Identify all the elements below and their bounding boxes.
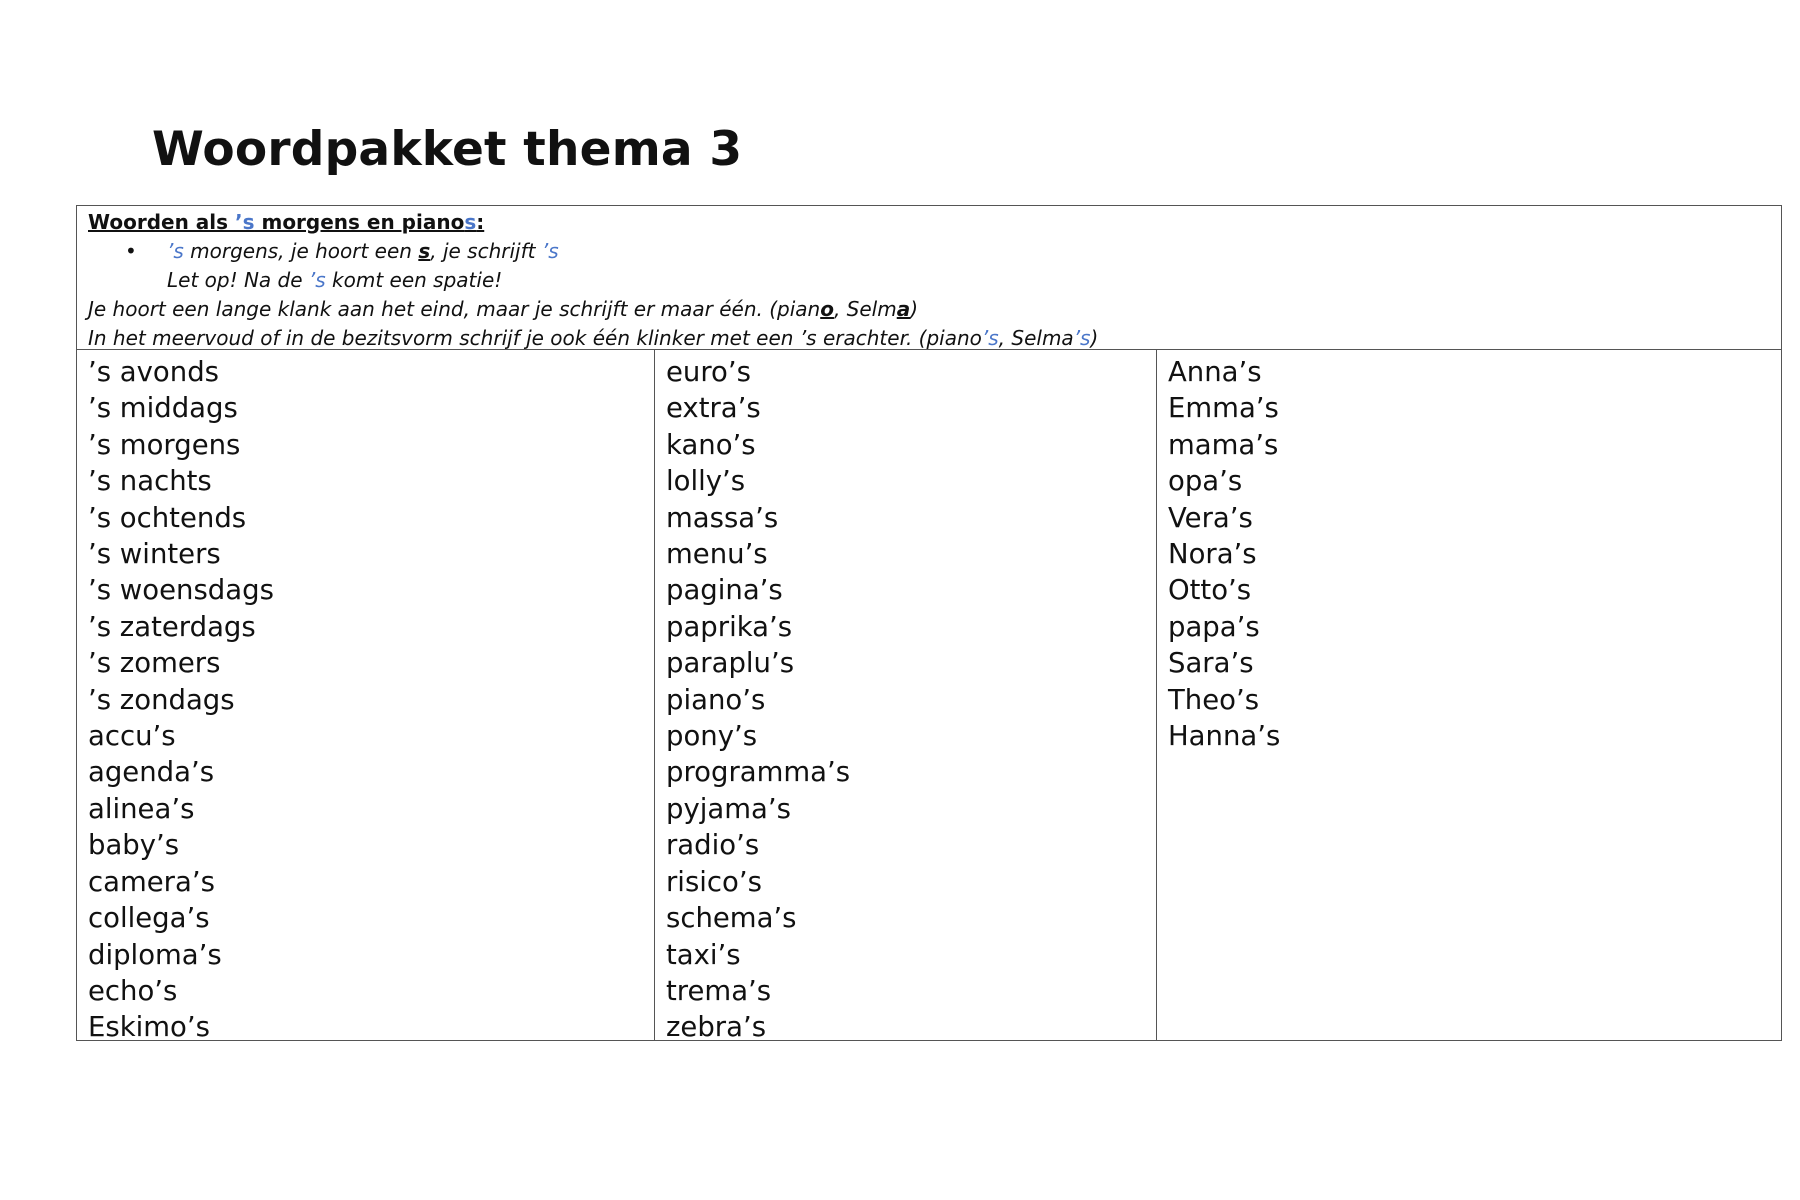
word-column-3 (1157, 350, 1781, 1040)
word-item: Sara’s (1168, 647, 1254, 680)
word-item: paprika’s (666, 610, 793, 643)
rule-long-sound: Je hoort een lange klank aan het eind, maar je schrijft er maar één. (piano, Selma) (88, 297, 919, 321)
word-item: camera’s (88, 865, 215, 898)
word-item: Anna’s (1168, 356, 1262, 388)
word-item: papa’s (1168, 610, 1260, 643)
word-item: Nora’s (1168, 538, 1257, 571)
word-item: kano’s (666, 428, 756, 461)
word-item: ’s nachts (88, 465, 212, 498)
rule-explanation (77, 206, 1781, 350)
bullet-icon: • (125, 239, 137, 263)
word-item: lolly’s (666, 465, 746, 498)
word-item: baby’s (88, 829, 180, 862)
page-title: Woordpakket thema 3 (152, 122, 743, 177)
word-table (76, 205, 1782, 1044)
word-item: pony’s (666, 720, 758, 753)
word-item: ’s middags (88, 392, 238, 425)
word-item: ’s woensdags (88, 574, 274, 607)
word-item: trema’s (666, 974, 772, 1007)
word-item: Emma’s (1168, 392, 1279, 425)
rule-note: Let op! Na de ’s komt een spatie! (167, 268, 503, 292)
word-item: taxi’s (666, 938, 741, 971)
word-item: alinea’s (88, 792, 195, 825)
word-item: opa’s (1168, 465, 1243, 498)
word-item: ’s winters (88, 538, 221, 571)
word-item: echo’s (88, 974, 178, 1007)
word-item: radio’s (666, 829, 760, 862)
word-item: paraplu’s (666, 647, 795, 680)
word-item: pyjama’s (666, 792, 791, 825)
word-item: ’s ochtends (88, 501, 247, 534)
word-item: massa’s (666, 501, 779, 534)
word-item: diploma’s (88, 938, 222, 971)
word-item: Eskimo’s (88, 1011, 210, 1044)
rule-heading: Woorden als ’s morgens en pianos: (88, 210, 485, 234)
word-column-2 (655, 350, 1157, 1044)
word-item: menu’s (666, 538, 768, 571)
word-item: agenda’s (88, 756, 215, 789)
rule-plural: In het meervoud of in de bezitsvorm schrijf je ook één klinker met een ’s erachter. (piano’s, Selma’s) (88, 326, 1099, 350)
word-item: Theo’s (1168, 683, 1260, 716)
word-item: Vera’s (1168, 501, 1253, 534)
word-item: Hanna’s (1168, 720, 1281, 753)
word-item: schema’s (666, 902, 797, 935)
word-item: collega’s (88, 902, 210, 935)
word-item: ’s zondags (88, 683, 235, 716)
word-item: ’s avonds (88, 356, 219, 388)
word-column-1 (77, 350, 655, 1044)
word-item: programma’s (666, 756, 851, 789)
word-item: Otto’s (1168, 574, 1252, 607)
word-item: euro’s (666, 356, 751, 388)
word-item: zebra’s (666, 1011, 767, 1044)
word-item: accu’s (88, 720, 176, 753)
word-item: mama’s (1168, 428, 1279, 461)
rule-bullet: • ’s morgens, je hoort een s, je schrijft ’s (88, 237, 1781, 266)
word-item: piano’s (666, 683, 766, 716)
word-item: risico’s (666, 865, 762, 898)
word-item: ’s zaterdags (88, 610, 256, 643)
word-item: pagina’s (666, 574, 783, 607)
word-item: extra’s (666, 392, 761, 425)
word-item: ’s morgens (88, 428, 241, 461)
word-item: ’s zomers (88, 647, 221, 680)
